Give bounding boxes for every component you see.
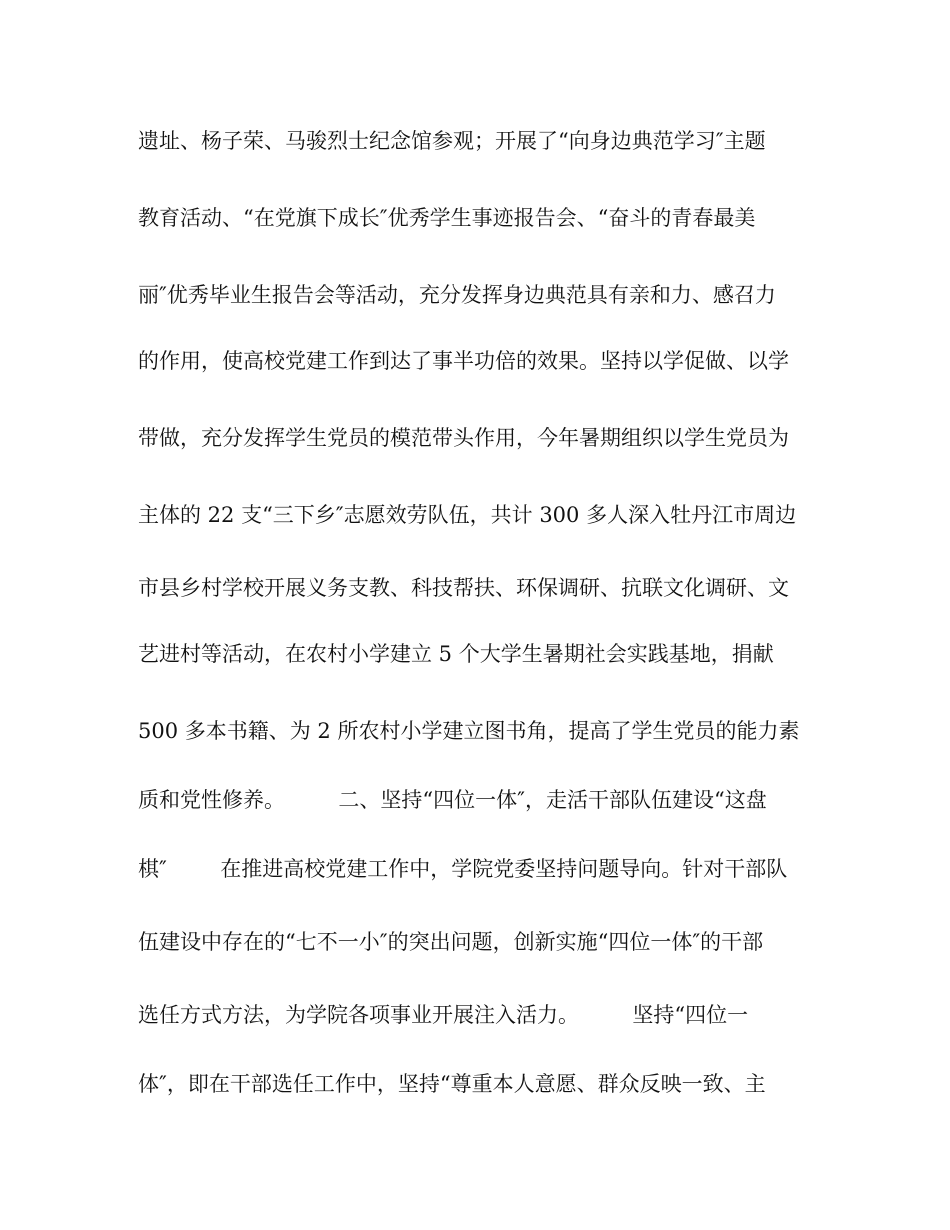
text-line: 体″，即在干部选任工作中，坚持“尊重本人意愿、群众反映一致、主 <box>138 1072 766 1096</box>
text-line: 带做，充分发挥学生党员的模范带头作用，今年暑期组织以学生党员为 <box>138 426 789 450</box>
text-line: 500 多本书籍、为 2 所农村小学建立图书角，提高了学生党员的能力素 <box>138 719 800 743</box>
text-line: 教育活动、“在党旗下成长″优秀学生事迹报告会、“奋斗的青春最美 <box>138 206 756 230</box>
text-line: 遗址、杨子荣、马骏烈士纪念馆参观；开展了“向身边典范学习″主题 <box>138 129 766 153</box>
text-line: 选任方式方法，为学院各项事业开展注入活力。 坚持“四位一 <box>138 1003 749 1027</box>
text-line: 伍建设中存在的“七不一小″的突出问题，创新实施“四位一体″的干部 <box>138 930 764 954</box>
text-line: 艺进村等活动，在农村小学建立 5 个大学生暑期社会实践基地，捐献 <box>138 642 774 666</box>
text-line: 市县乡村学校开展义务支教、科技帮扶、环保调研、抗联文化调研、文 <box>138 576 789 600</box>
text-line: 质和党性修养。 二、坚持“四位一体″，走活干部队伍建设“这盘 <box>138 788 767 812</box>
text-line: 丽″优秀毕业生报告会等活动，充分发挥身边典范具有亲和力、感召力 <box>138 283 776 307</box>
text-line: 的作用，使高校党建工作到达了事半功倍的效果。坚持以学促做、以学 <box>138 349 789 373</box>
text-line: 棋″ 在推进高校党建工作中，学院党委坚持问题导向。针对干部队 <box>138 857 788 881</box>
text-line: 主体的 22 支“三下乡″志愿效劳队伍，共计 300 多人深入牡丹江市周边 <box>138 503 797 527</box>
